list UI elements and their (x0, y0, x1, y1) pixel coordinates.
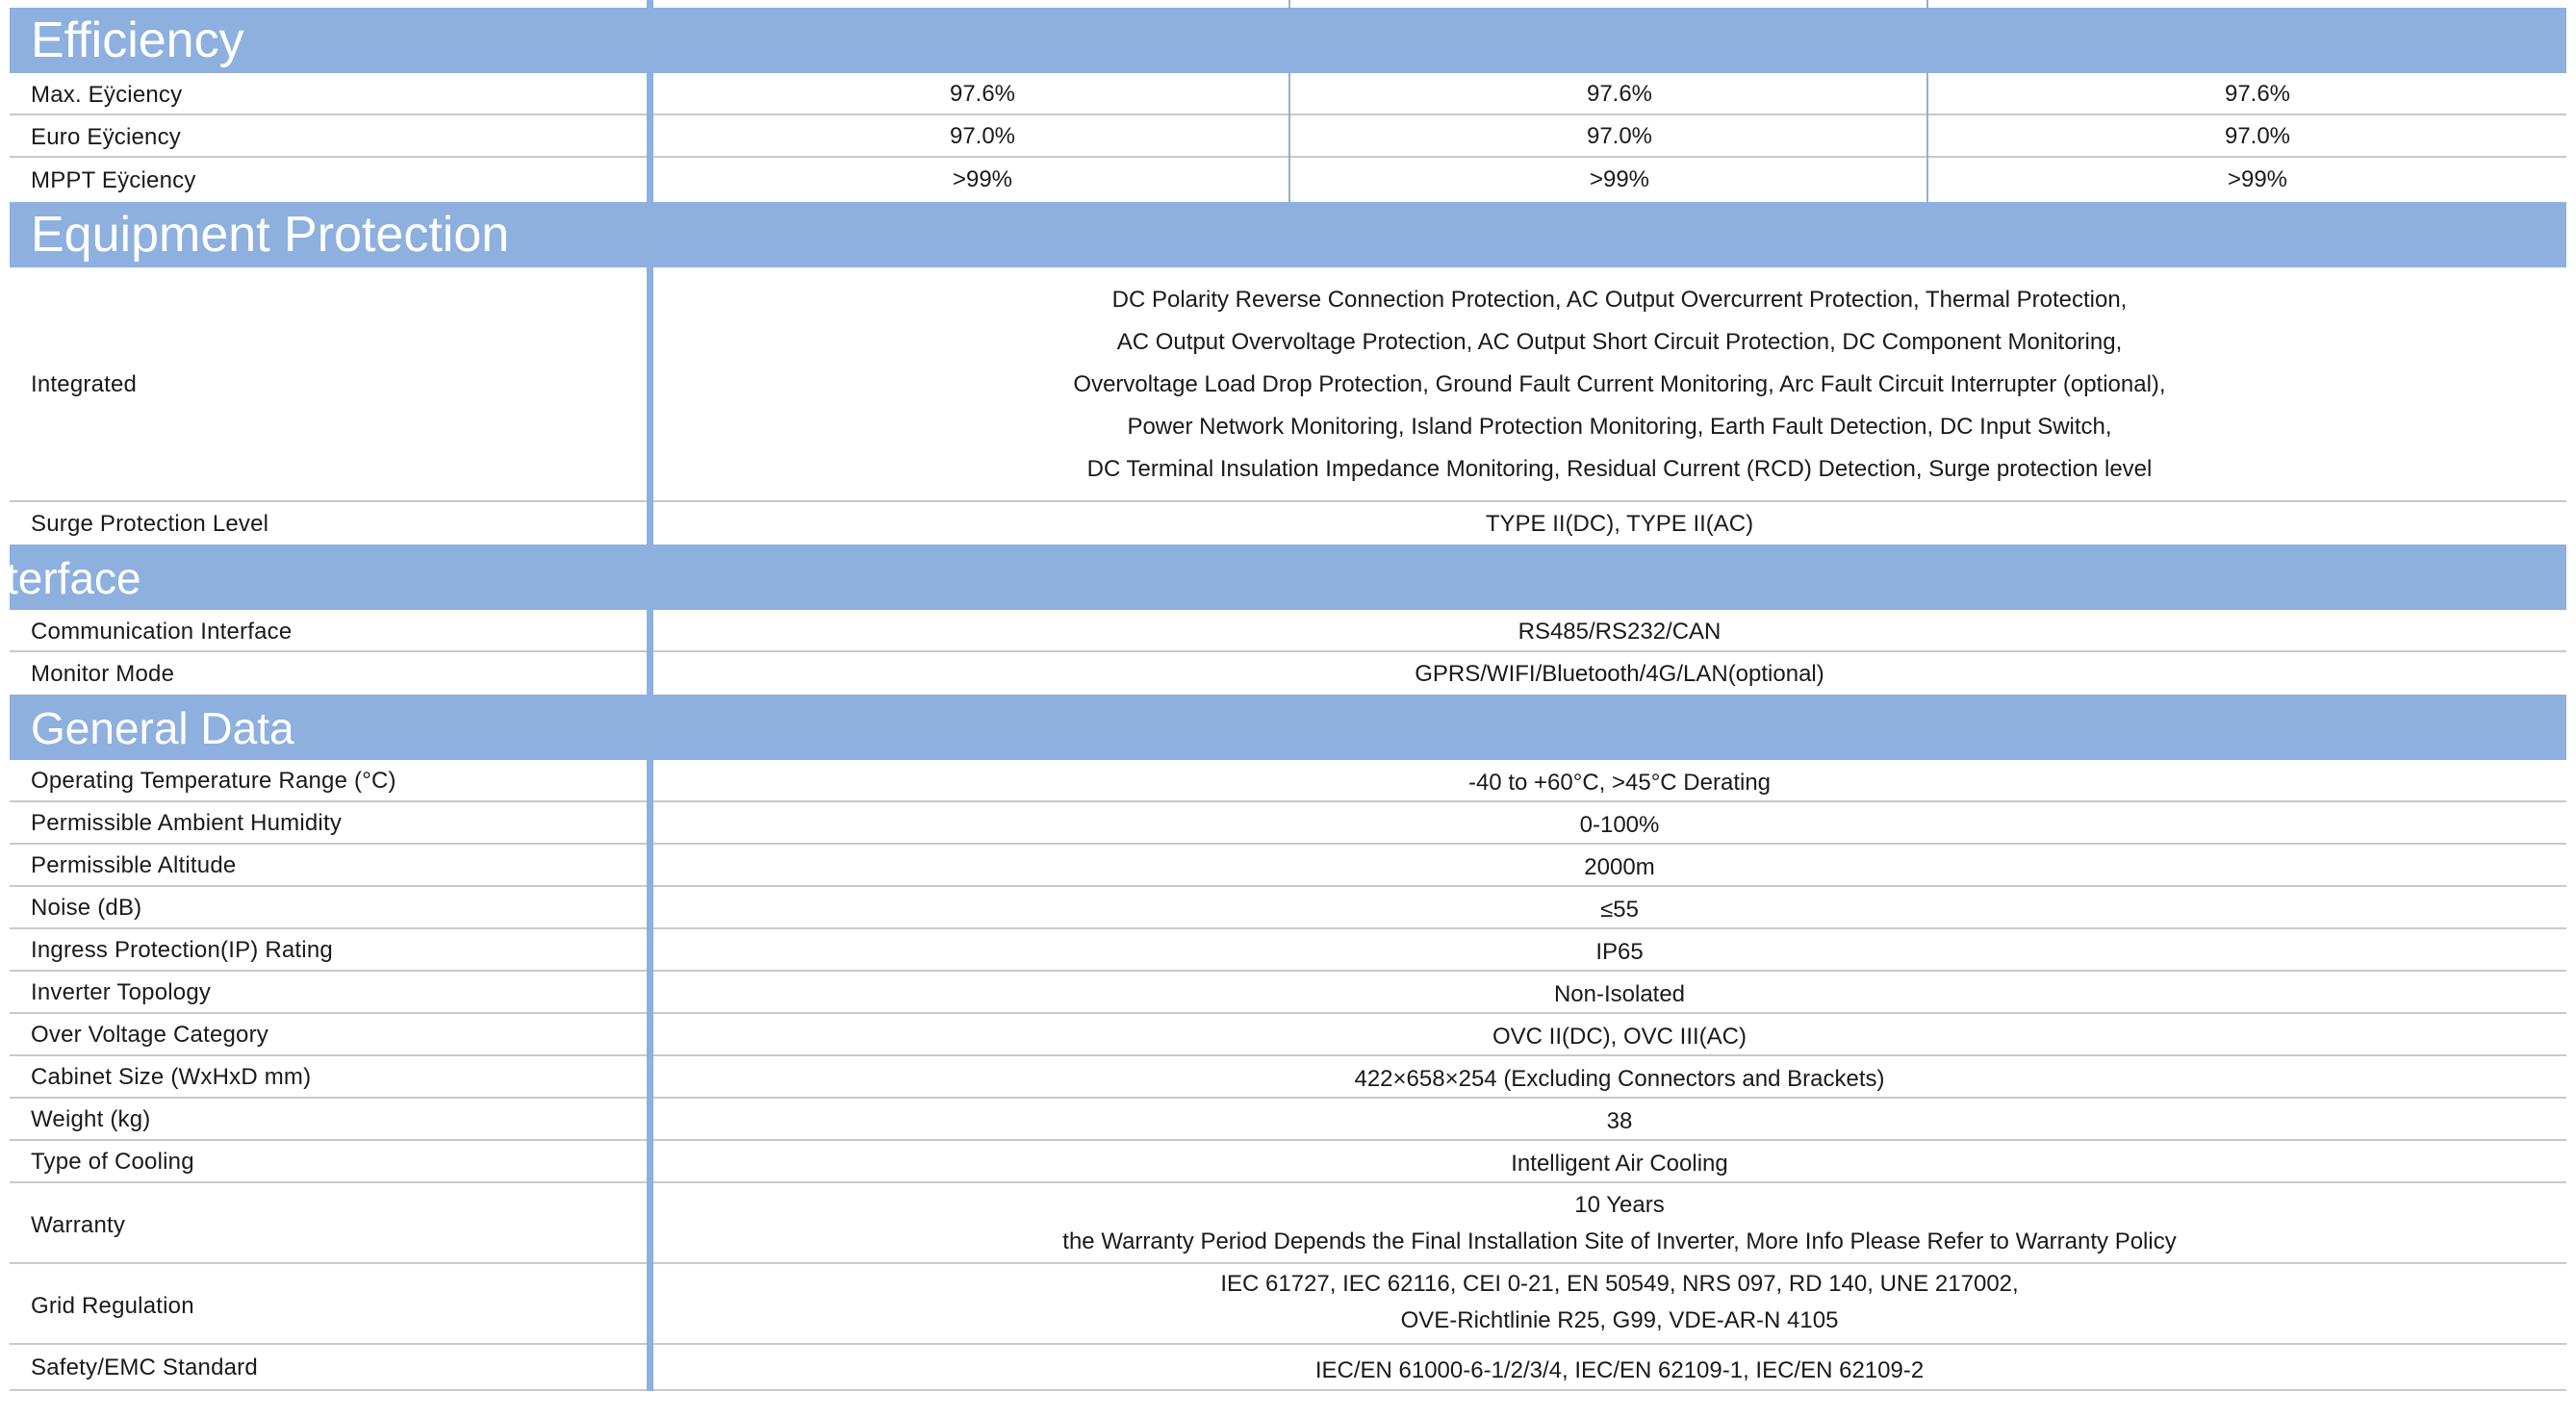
row-label: Monitor Mode (31, 661, 175, 687)
table-row (10, 652, 2566, 695)
cell-value-multiline (662, 1266, 2576, 1339)
table-row-warranty (10, 1183, 2566, 1264)
row-label: Operating Temperature Range (°C) (31, 768, 396, 794)
section-header-protection (10, 202, 2566, 267)
section-header-general (10, 695, 2566, 760)
table-row (10, 887, 2566, 929)
cell-value: Non-Isolated (1553, 981, 1686, 1007)
row-label: Weight (kg) (31, 1106, 151, 1132)
cell-value: >99% (1589, 166, 1650, 192)
text-line: OVE-Richtlinie R25, G99, VDE-AR-N 4105 (1400, 1307, 1839, 1333)
row-label: Warranty (31, 1212, 126, 1238)
cell-value: 38 (1606, 1108, 1633, 1134)
row-label: Cabinet Size (WxHxD mm) (31, 1064, 312, 1090)
row-label: Ingress Protection(IP) Rating (31, 937, 333, 963)
section-header-interface (6, 544, 2566, 610)
cell-value: >99% (952, 166, 1013, 192)
text-line: the Warranty Period Depends the Final Installation Site of Inverter, More Info Please Refer to Warranty Policy (1062, 1228, 2177, 1254)
cell-value: TYPE II(DC), TYPE II(AC) (1485, 511, 1754, 537)
table-row (10, 760, 2566, 802)
table-row-integrated (10, 267, 2566, 502)
table-row (10, 1099, 2566, 1141)
table-row (10, 929, 2566, 972)
row-label: Noise (dB) (31, 895, 142, 921)
cell-value: ≤55 (1600, 897, 1639, 923)
section-title: General Data (31, 703, 294, 753)
text-line: Overvoltage Load Drop Protection, Ground Fault Current Monitoring, Arc Fault Circuit Interrupter (optional), (1073, 371, 2166, 397)
section-title: terface (6, 553, 141, 603)
table-row (10, 972, 2566, 1014)
row-label: Integrated (31, 371, 138, 397)
cell-value: RS485/RS232/CAN (1518, 619, 1722, 645)
cell-value: 97.6% (1586, 81, 1653, 107)
cell-value-multiline (662, 279, 2576, 491)
cell-value: 97.0% (949, 123, 1016, 149)
column-divider (1926, 0, 1928, 202)
cell-value: 97.0% (2224, 123, 2291, 149)
cell-value: GPRS/WIFI/Bluetooth/4G/LAN(optional) (1415, 661, 1824, 687)
cell-value: OVC II(DC), OVC III(AC) (1492, 1024, 1747, 1050)
row-label: Safety/EMC Standard (31, 1355, 258, 1380)
cell-value: IP65 (1595, 939, 1644, 965)
row-label: Over Voltage Category (31, 1022, 269, 1048)
cell-value-multiline (662, 1187, 2576, 1260)
row-label: Max. Eÿciency (31, 82, 183, 108)
table-row (10, 1345, 2566, 1391)
row-label: Euro Eÿciency (31, 124, 181, 150)
text-line: 10 Years (1574, 1192, 1665, 1218)
cell-value: 97.6% (949, 81, 1016, 107)
table-row (10, 1141, 2566, 1183)
row-label: Communication Interface (31, 619, 293, 645)
row-label: Permissible Ambient Humidity (31, 810, 343, 836)
row-label: MPPT Eÿciency (31, 167, 196, 193)
cell-value: Intelligent Air Cooling (1511, 1151, 1728, 1177)
cell-value: IEC/EN 61000-6-1/2/3/4, IEC/EN 62109-1, IEC/EN 62109-2 (1314, 1357, 1925, 1383)
table-row (10, 845, 2566, 887)
column-divider (1288, 0, 1290, 202)
section-title: Equipment Protection (31, 207, 510, 263)
table-row (10, 610, 2566, 652)
text-line: IEC 61727, IEC 62116, CEI 0-21, EN 50549, NRS 097, RD 140, UNE 217002, (1220, 1271, 2019, 1297)
cell-value: 97.0% (1586, 123, 1653, 149)
row-label: Grid Regulation (31, 1293, 194, 1319)
cell-value: >99% (2227, 166, 2288, 192)
section-title: Efficiency (31, 13, 244, 68)
cell-value: 2000m (1584, 854, 1655, 880)
cell-value: -40 to +60°C, >45°C Derating (1467, 770, 1772, 796)
cell-value: 422×658×254 (Excluding Connectors and Brackets) (1354, 1066, 1885, 1092)
row-label: Inverter Topology (31, 979, 212, 1005)
table-row-grid-regulation (10, 1264, 2566, 1345)
row-label: Surge Protection Level (31, 511, 269, 537)
text-line: DC Terminal Insulation Impedance Monitoring, Residual Current (RCD) Detection, Surge protection level (1086, 456, 2153, 482)
cell-value: 97.6% (2224, 81, 2291, 107)
cell-value: 0-100% (1579, 812, 1660, 838)
row-label: Permissible Altitude (31, 852, 237, 878)
text-line: DC Polarity Reverse Connection Protection, AC Output Overcurrent Protection, Thermal Protection, (1111, 287, 2128, 313)
text-line: Power Network Monitoring, Island Protection Monitoring, Earth Fault Detection, DC Input Switch, (1127, 414, 2112, 440)
table-row (10, 502, 2566, 544)
table-row (10, 1014, 2566, 1056)
row-label: Type of Cooling (31, 1149, 194, 1175)
column-divider (647, 0, 653, 1391)
table-row (10, 1056, 2566, 1099)
table-row (10, 802, 2566, 845)
text-line: AC Output Overvoltage Protection, AC Output Short Circuit Protection, DC Component Monitoring, (1116, 329, 2123, 355)
